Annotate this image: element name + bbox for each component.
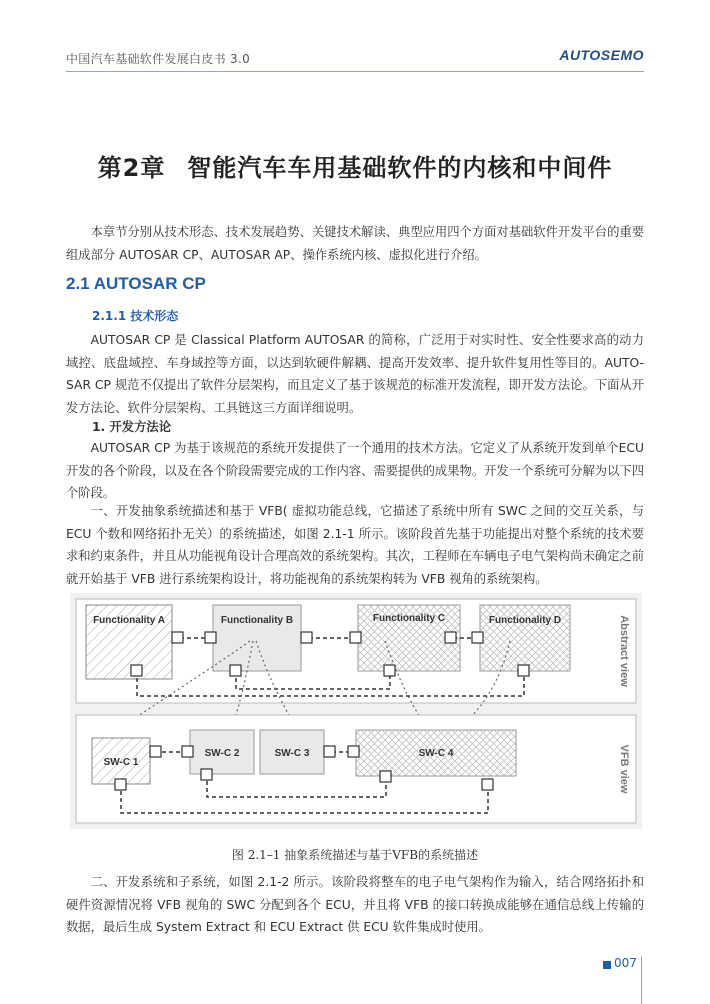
abstract-view-label: Abstract view xyxy=(618,615,630,687)
functionality-a xyxy=(86,605,172,679)
figure-abstract-vfb-diagram xyxy=(70,593,642,829)
paragraph-methodology: AUTOSAR CP 为基于该规范的系统开发提供了一个通用的技术方法。它定义了从系统开发到单个ECU 开发的各个阶段，以及在各个阶段需要完成的工作内容、需要提供的成果物。开发一个系统可分解为以下四个阶段。 xyxy=(66,441,644,500)
intro-paragraph: 本章节分别从技术形态、技术发展趋势、关键技术解读、典型应用四个方面对基础软件开发平台的重要组成部分 AUTOSAR CP、AUTOSAR AP、操作系统内核、虚拟化进行介绍。 xyxy=(66,225,644,262)
page-number: 007 xyxy=(614,956,637,970)
chapter-title: 智能汽车车用基础软件的内核和中间件 xyxy=(187,154,613,182)
figure-caption: 图 2.1–1 抽象系统描述与基于VFB的系统描述 xyxy=(231,848,479,862)
functionality-b xyxy=(213,605,301,671)
document-header-title: 中国汽车基础软件发展白皮书 3.0 xyxy=(66,52,250,66)
paragraph-stage-one: 一、开发抽象系统描述和基于 VFB( 虚拟功能总线，它描述了系统中所有 SWC 之间的交互关系，与ECU 个数和网络拓扑无关）的系统描述，如图 2.1-1 所示。该阶段首先基于功能提出对整个系统的技术要求和约束条件，并且从功能视角设计合理高效的系统架构。其次，工程师在车辆电子电气架构尚未确定之前就开始基于 VFB 进行系统架构设计，将功能视角的系统架构转为 VFB 视角的系统架构。 xyxy=(66,504,644,586)
page-number-marker xyxy=(603,961,611,969)
functionality-a-label: Functionality A xyxy=(93,615,165,626)
functionality-c-label: Functionality C xyxy=(372,613,446,624)
section-heading: 2.1 AUTOSAR CP xyxy=(66,274,206,293)
functionality-d-label: Functionality D xyxy=(488,615,562,626)
swc-4-label: SW-C 4 xyxy=(418,748,454,759)
swc-4 xyxy=(356,730,516,776)
swc-1-label: SW-C 1 xyxy=(103,757,139,768)
logo-text: AUTOSEMO xyxy=(559,47,644,63)
chapter-number: 第2章 xyxy=(97,154,166,182)
paragraph-stage-two: 二、开发系统和子系统，如图 2.1-2 所示。该阶段将整车的电子电气架构作为输入，结合网络拓扑和硬件资源情况将 VFB 视角的 SWC 分配到各个 ECU，并且将 VFB 的接口转换成能够在通信总线上传输的数据，最后生成 System Extract 和 ECU Extract 供 ECU 软件集成时使用。 xyxy=(66,875,644,934)
subsection-heading: 2.1.1 技术形态 xyxy=(92,309,179,323)
swc-2-label: SW-C 2 xyxy=(204,748,240,759)
swc-2 xyxy=(190,730,254,774)
item-heading-methodology: 1. 开发方法论 xyxy=(92,420,171,434)
paragraph-cp-overview: AUTOSAR CP 是 Classical Platform AUTOSAR 的简称，广泛用于对实时性、安全性要求高的动力域控、底盘域控、车身域控等方面，以达到软硬件解耦、提高开发效率、提升软件复用性等目的。AUTO-SAR CP 规范不仅提出了软件分层架构，而且定义了基于该规范的标准开发流程，即开发方法论。下面从开发方法论、软件分层架构、工具链这三方面详细说明。 xyxy=(66,333,644,415)
swc-3 xyxy=(260,730,324,774)
swc-3-label: SW-C 3 xyxy=(274,748,310,759)
vfb-view-label: VFB view xyxy=(618,744,630,794)
functionality-d xyxy=(480,605,570,671)
chapter-heading xyxy=(0,148,710,183)
functionality-b-label: Functionality B xyxy=(220,615,294,626)
autosemo-logo xyxy=(559,47,644,63)
footer-divider xyxy=(641,956,642,1004)
header-divider xyxy=(66,71,644,72)
swc-1 xyxy=(92,738,150,784)
